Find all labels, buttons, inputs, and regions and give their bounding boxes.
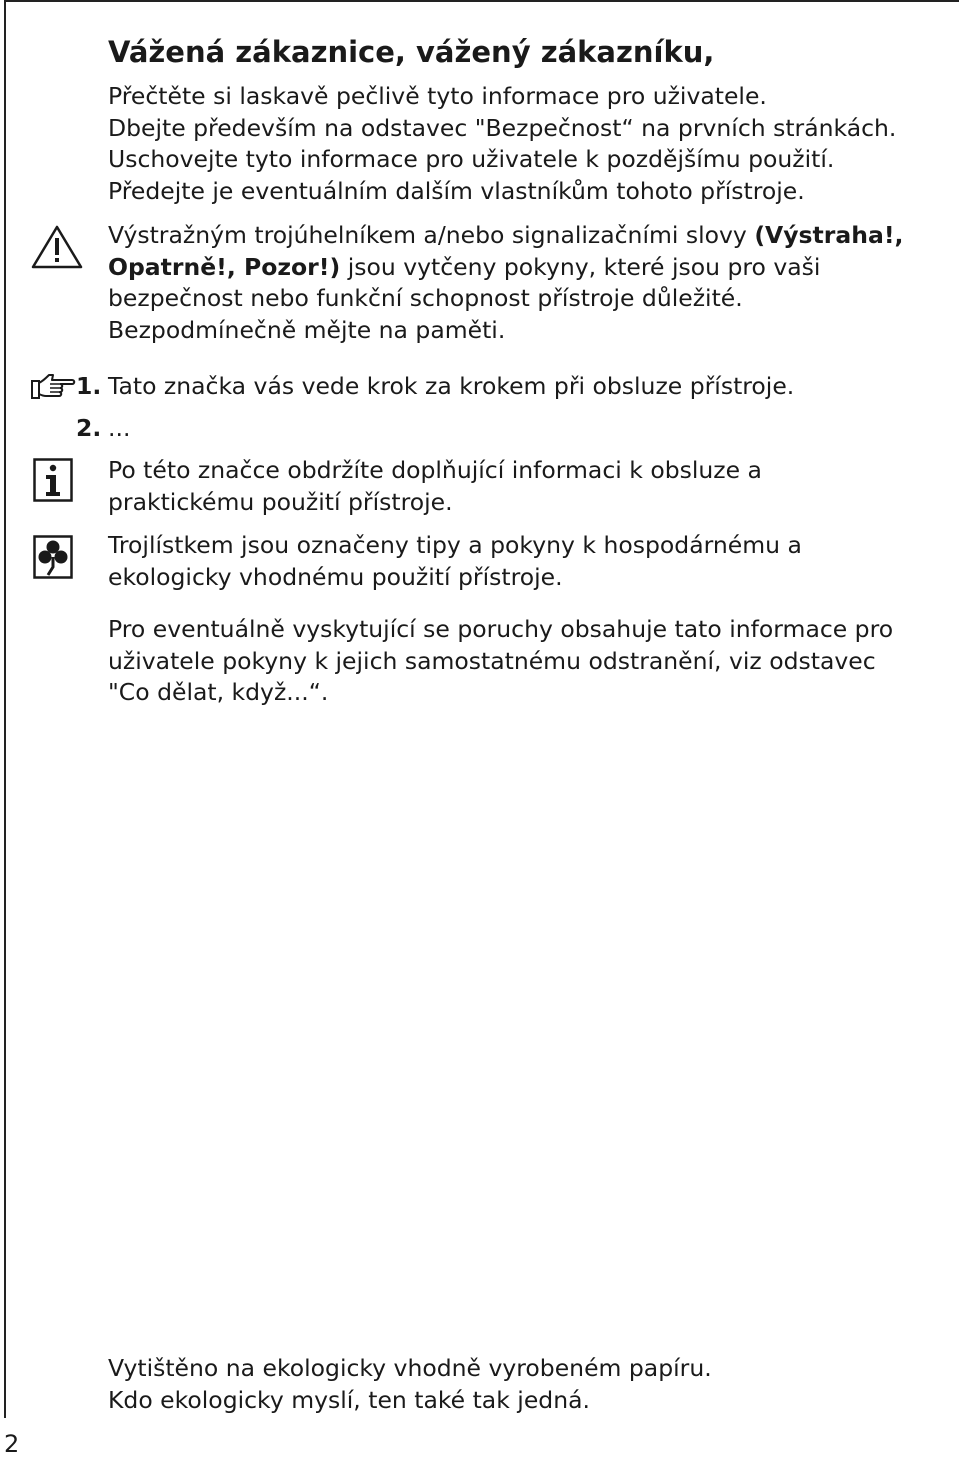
info-paragraph xyxy=(108,455,762,518)
intro-line: Přečtěte si laskavě pečlivě tyto informace pro uživatele. xyxy=(108,82,767,110)
step-number: 2. xyxy=(76,414,102,442)
cloverleaf-icon xyxy=(33,535,73,583)
intro-line: Dbejte především na odstavec "Bezpečnost“ na prvních stránkách. xyxy=(108,113,897,142)
info-line: praktickému použití přístroje. xyxy=(108,487,453,516)
troubleshooting-line: uživatele pokyny k jejich samostatnému odstranění, viz odstavec xyxy=(108,646,876,675)
signal-words: Opatrně!, Pozor!) xyxy=(108,252,341,281)
eco-paragraph xyxy=(108,530,802,593)
signal-words: (Výstraha!, xyxy=(754,221,904,249)
intro-line: Uschovejte tyto informace pro uživatele k pozdějšímu použití. xyxy=(108,145,835,173)
troubleshooting-line: "Co dělat, když...“. xyxy=(108,678,329,706)
intro-paragraph xyxy=(108,81,896,207)
troubleshooting-paragraph xyxy=(108,614,893,709)
warning-text: Výstražným trojúhelníkem a/nebo signalizačními slovy xyxy=(108,221,755,249)
eco-line: Trojlístkem jsou označeny tipy a pokyny k hospodárnému a xyxy=(108,531,802,559)
info-icon xyxy=(33,458,73,506)
warning-line-2 xyxy=(108,252,903,284)
step-number: 1. xyxy=(76,372,102,400)
warning-triangle-icon xyxy=(30,224,84,274)
troubleshooting-line: Pro eventuálně vyskytující se poruchy obsahuje tato informace pro xyxy=(108,615,894,643)
warning-line-3: bezpečnost nebo funkční schopnost přístroje důležité. xyxy=(108,284,743,312)
warning-paragraph xyxy=(108,220,903,346)
intro-line: Předejte je eventuálním dalším vlastníkům tohoto přístroje. xyxy=(108,176,805,205)
footer-line: Kdo ekologicky myslí, ten také tak jedná. xyxy=(108,1385,590,1414)
footer-line: Vytištěno na ekologicky vhodně vyrobeném papíru. xyxy=(108,1354,712,1382)
page-number: 2 xyxy=(4,1430,20,1458)
pointing-hand-icon xyxy=(30,372,76,406)
page-title: Vážená zákaznice, vážený zákazníku, xyxy=(108,35,715,69)
footer-paragraph xyxy=(108,1353,712,1416)
step-text: ... xyxy=(108,414,131,442)
step-text: Tato značka vás vede krok za krokem při obsluze přístroje. xyxy=(108,372,795,400)
warning-text: jsou vytčeny pokyny, které jsou pro vaši xyxy=(340,252,821,281)
warning-line-4: Bezpodmínečně mějte na paměti. xyxy=(108,315,506,344)
eco-line: ekologicky vhodnému použití přístroje. xyxy=(108,562,563,591)
warning-line-1 xyxy=(108,220,903,252)
info-line: Po této značce obdržíte doplňující informaci k obsluze a xyxy=(108,456,762,484)
page-border xyxy=(4,0,959,1418)
